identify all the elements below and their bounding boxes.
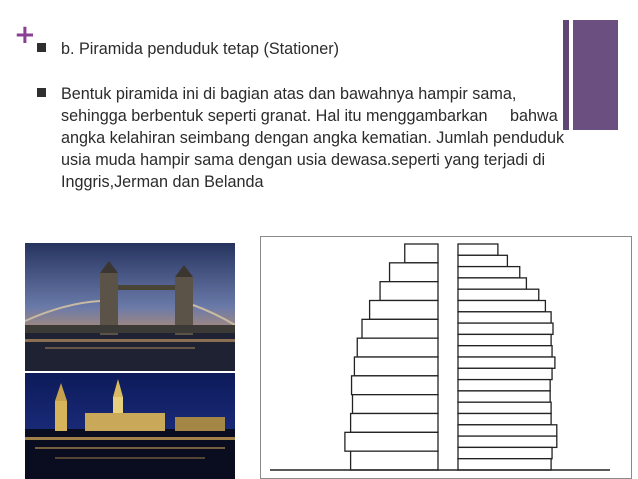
population-pyramid (260, 236, 632, 479)
bullet-text-1: b. Piramida penduduk tetap (Stationer) (61, 40, 340, 58)
pyramid-bar-right (458, 368, 552, 379)
pyramid-bar-right (458, 289, 539, 300)
pyramid-bar-left (353, 395, 439, 414)
pyramid-bar-right (458, 459, 551, 470)
pyramid-bar-right (458, 391, 550, 402)
pyramid-bar-right (458, 402, 551, 413)
pyramid-bar-left (362, 319, 438, 338)
pyramid-bar-left (352, 376, 438, 395)
pyramid-bar-right (458, 267, 520, 278)
pyramid-bar-right (458, 301, 545, 312)
pyramid-bar-right (458, 436, 557, 447)
pyramid-bar-right (458, 380, 550, 391)
pyramid-bar-right (458, 312, 551, 323)
pyramid-bar-left (354, 357, 438, 376)
bullet-text-2: Bentuk piramida ini di bagian atas dan bawahnya hampir sama, sehingga berbentuk seperti granat. Hal itu menggambarkan bahwa angka kelahiran seimbang dengan angka kematian. Jumlah penduduk usia muda hampir sama dengan usia dewasa.seperti yang terjadi di Inggris,Jerman dan Belanda (61, 85, 565, 191)
pyramid-bar-right (458, 255, 507, 266)
tower-bridge-photo (25, 243, 235, 371)
city-photos (25, 243, 235, 479)
plus-icon: + (14, 20, 36, 50)
pyramid-bar-right (458, 357, 555, 368)
pyramid-bar-left (390, 263, 438, 282)
pyramid-bar-left (345, 432, 438, 451)
pyramid-bar-left (370, 301, 438, 320)
pyramid-bar-left (380, 282, 438, 301)
pyramid-bar-right (458, 334, 551, 345)
pyramid-bar-right (458, 346, 552, 357)
pyramid-bar-right (458, 447, 552, 458)
pyramid-bar-left (351, 451, 438, 470)
bullet-icon (37, 43, 46, 52)
pyramid-bar-left (357, 338, 438, 357)
bullet-icon (37, 88, 46, 97)
pyramid-bar-right (458, 414, 551, 425)
pyramid-bar-right (458, 425, 557, 436)
pyramid-bar-right (458, 278, 526, 289)
pyramid-bar-right (458, 323, 553, 334)
pyramid-bar-left (351, 414, 438, 433)
pyramid-bar-right (458, 244, 498, 255)
dresden-night-photo (25, 373, 235, 479)
pyramid-bar-left (405, 244, 438, 263)
